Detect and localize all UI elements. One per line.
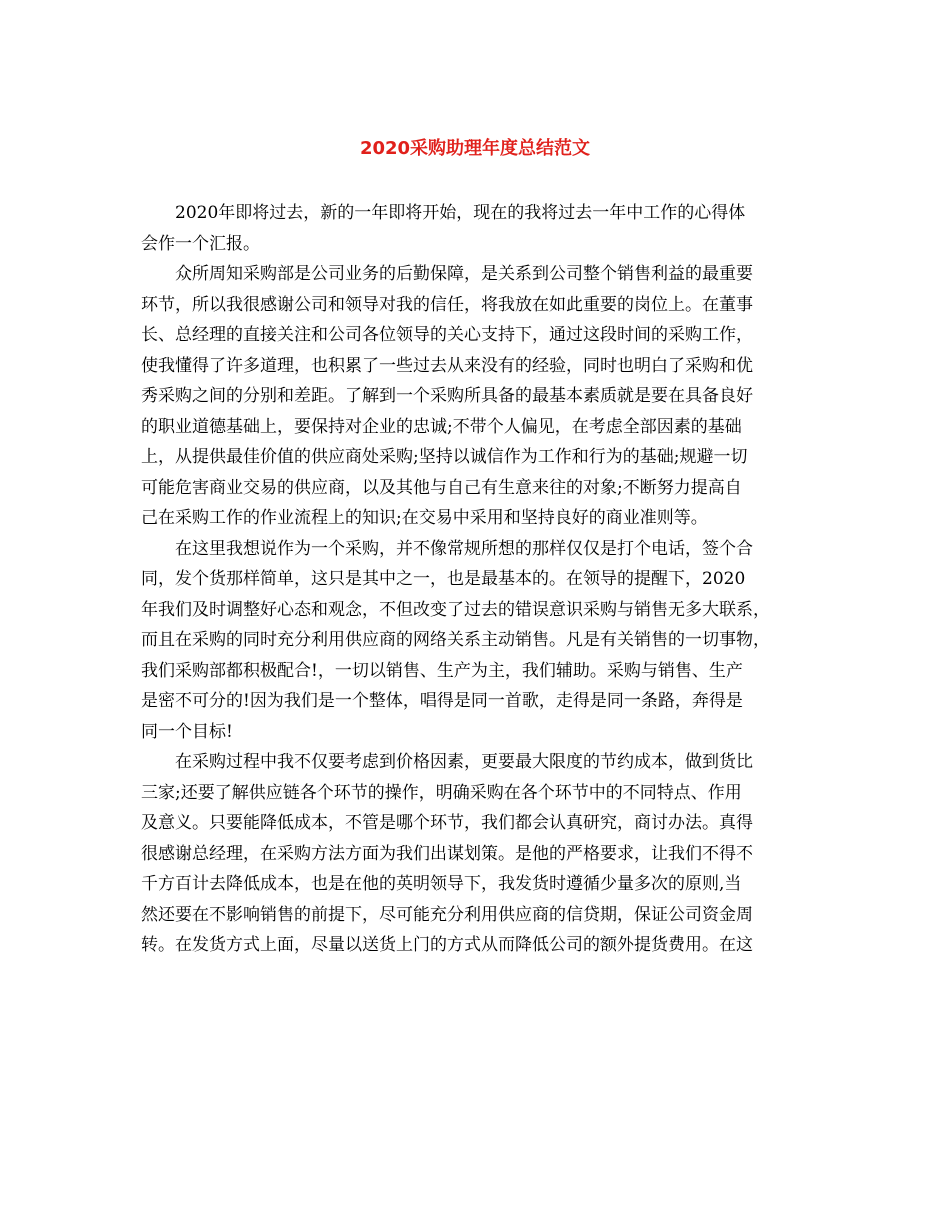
text-line: 秀采购之间的分别和差距。了解到一个采购所具备的最基本素质就是要在具备良好 xyxy=(141,386,753,406)
text-line: 三家;还要了解供应链各个环节的操作，明确采购在各个环节中的不同特点、作用 xyxy=(141,782,742,803)
text-line: 而且在采购的同时充分利用供应商的网络关系主动销售。凡是有关销售的一切事物， xyxy=(141,630,770,650)
text-line: 会作一个汇报。 xyxy=(141,233,260,254)
text-line: 转。在发货方式上面，尽量以送货上门的方式从而降低公司的额外提货费用。在这 xyxy=(141,935,753,955)
text-line: 同一个目标! xyxy=(141,721,233,742)
text-line: 同，发个货那样简单，这只是其中之一，也是最基本的。在领导的提醒下，2020 xyxy=(141,569,746,589)
text-line: 众所周知采购部是公司业务的后勤保障，是关系到公司整个销售利益的最重要 xyxy=(175,264,753,284)
document-title: 2020采购助理年度总结范文 xyxy=(359,138,591,159)
text-line: 2020年即将过去，新的一年即将开始，现在的我将过去一年中工作的心得体 xyxy=(175,203,746,223)
text-line: 上，从提供最佳价值的供应商处采购;坚持以诚信作为工作和行为的基础;规避一切 xyxy=(141,447,748,467)
text-line: 然还要在不影响销售的前提下，尽可能充分利用供应商的信贷期，保证公司资金周 xyxy=(141,904,753,925)
text-line: 使我懂得了许多道理，也积累了一些过去从来没有的经验，同时也明白了采购和优 xyxy=(141,355,753,376)
text-line: 很感谢总经理，在采购方法方面为我们出谋划策。是他的严格要求，让我们不得不 xyxy=(141,843,753,864)
text-line: 环节，所以我很感谢公司和领导对我的信任，将我放在如此重要的岗位上。在董事 xyxy=(141,294,753,315)
text-line: 及意义。只要能降低成本，不管是哪个环节，我们都会认真研究，商讨办法。真得 xyxy=(141,813,753,833)
text-line: 我们采购部都积极配合!，一切以销售、生产为主，我们辅助。采购与销售、生产 xyxy=(141,660,743,681)
text-line: 长、总经理的直接关注和公司各位领导的关心支持下，通过这段时间的采购工作， xyxy=(141,325,753,345)
text-line: 在采购过程中我不仅要考虑到价格因素，更要最大限度的节约成本，做到货比 xyxy=(175,752,753,772)
text-line: 在这里我想说作为一个采购，并不像常规所想的那样仅仅是打个电话，签个合 xyxy=(175,538,753,559)
text-line: 可能危害商业交易的供应商，以及其他与自己有生意来往的对象;不断努力提高自 xyxy=(141,477,742,498)
text-line: 千方百计去降低成本，也是在他的英明领导下，我发货时遵循少量多次的原则,当 xyxy=(141,874,742,894)
text-line: 的职业道德基础上，要保持对企业的忠诚;不带个人偏见，在考虑全部因素的基础 xyxy=(141,416,742,437)
text-line: 是密不可分的!因为我们是一个整体，唱得是同一首歌，走得是同一条路，奔得是 xyxy=(141,691,743,711)
text-line: 己在采购工作的作业流程上的知识;在交易中采用和坚持良好的商业准则等。 xyxy=(141,508,708,528)
text-line: 年我们及时调整好心态和观念，不但改变了过去的错误意识采购与销售无多大联系， xyxy=(141,599,770,620)
document-body xyxy=(141,198,811,961)
